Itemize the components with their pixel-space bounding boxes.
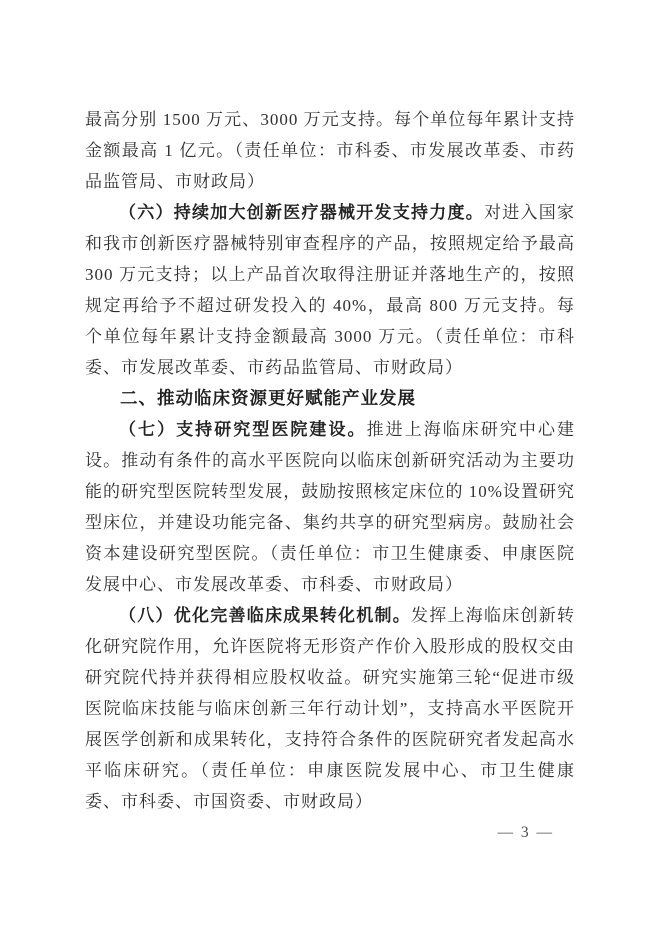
paragraph-text: 最高分别 1500 万元、3000 万元支持。每个单位每年累计支持金额最高 1 亿元。（责任单位：市科委、市发展改革委、市药品监管局、市财政局） <box>85 110 575 191</box>
paragraph-item-8 <box>85 600 575 817</box>
paragraph-lead: （七）支持研究型医院建设。 <box>119 420 367 439</box>
paragraph-text: 发挥上海临床创新转化研究院作用，允许医院将无形资产作价入股形成的股权交由研究院代持并获得相应股权收益。研究实施第三轮“促进市级医院临床技能与临床创新三年行动计划”，支持高水平医院开展医学创新和成果转化，支持符合条件的医院研究者发起高水平临床研究。（责任单位：申康医院发展中心、市卫生健康委、市科委、市国资委、市财政局） <box>85 606 575 811</box>
paragraph-text: 推进上海临床研究中心建设。推动有条件的高水平医院向以临床创新研究活动为主要功能的研究型医院转型发展，鼓励按照核定床位的 10%设置研究型床位，并建设功能完备、集约共享的研究型病房。鼓励社会资本建设研究型医院。（责任单位：市卫生健康委、申康医院发展中心、市发展改革委、市科委、市财政局） <box>85 420 576 594</box>
paragraph-item-7 <box>85 414 575 600</box>
paragraph-lead: （六）持续加大创新医疗器械开发支持力度。 <box>119 203 484 222</box>
section-heading-text: 二、推动临床资源更好赋能产业发展 <box>120 388 416 408</box>
page-number: — 3 — <box>497 824 554 841</box>
paragraph-lead: （八）优化完善临床成果转化机制。 <box>119 606 411 625</box>
section-heading-2 <box>85 383 575 414</box>
document-body <box>85 104 575 817</box>
paragraph-text: 对进入国家和我市创新医疗器械特别审查程序的产品，按照规定给予最高 300 万元支持；以上产品首次取得注册证并落地生产的，按照规定再给予不超过研发投入的 40%，最高 800 万元支持。每个单位每年累计支持金额最高 3000 万元。（责任单位：市科委、市发展改革委、市药品监管局、市财政局） <box>85 203 575 377</box>
paragraph-item-6 <box>85 197 575 383</box>
paragraph-continuation <box>85 104 575 197</box>
